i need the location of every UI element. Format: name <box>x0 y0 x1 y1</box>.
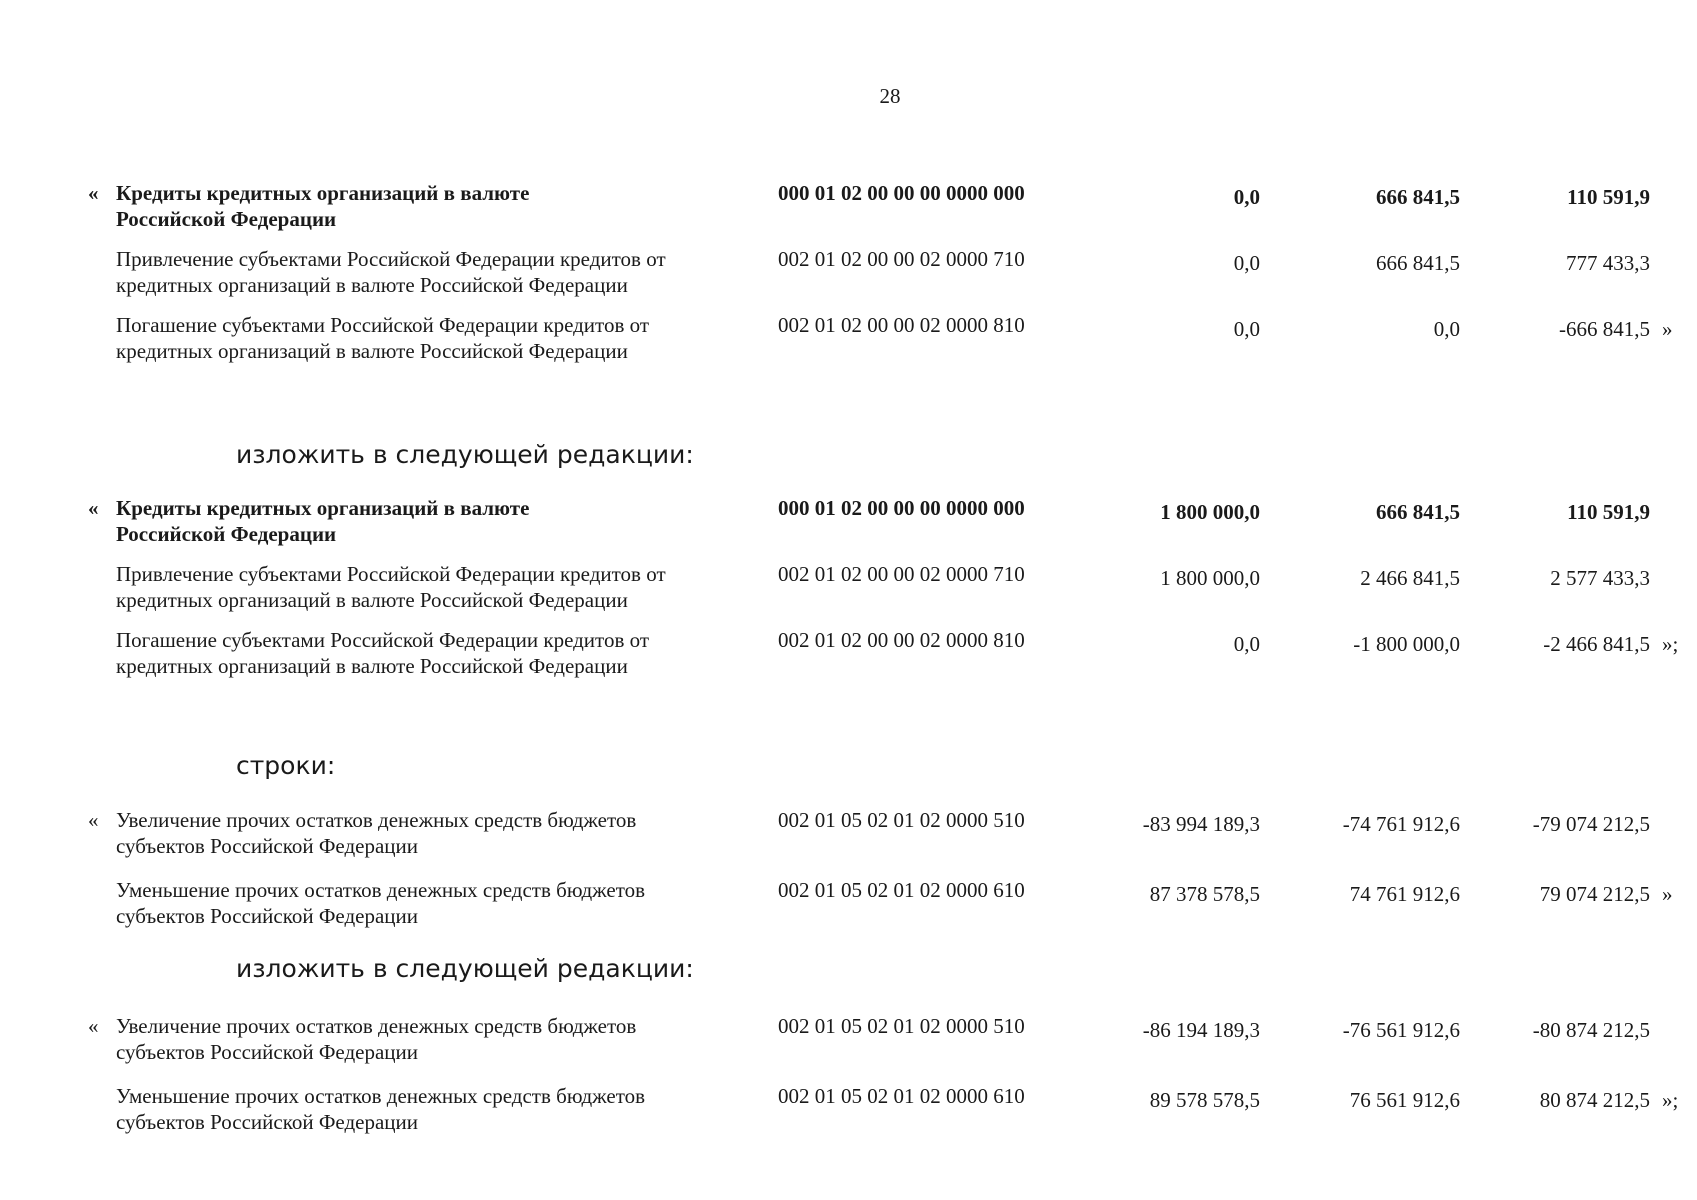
row-code: 002 01 05 02 01 02 0000 510 <box>778 1014 1025 1038</box>
row-value-1: 0,0 <box>1233 632 1260 656</box>
row-label: Уменьшение прочих остатков денежных средств бюджетов субъектов Российской Федерации <box>116 878 646 928</box>
close-quote: » <box>1662 882 1673 906</box>
row-value-1: 89 578 578,5 <box>1149 1088 1260 1112</box>
row-value-2: -74 761 912,6 <box>1342 812 1460 836</box>
row-code: 002 01 05 02 01 02 0000 510 <box>778 808 1025 832</box>
row-value-1: 0,0 <box>1233 251 1260 275</box>
row-label: Кредиты кредитных организаций в валюте Российской Федерации <box>116 181 530 231</box>
row-code: 000 01 02 00 00 00 0000 000 <box>778 181 1025 205</box>
close-quote: »; <box>1662 632 1679 656</box>
row-value-3: 2 577 433,3 <box>1550 566 1650 590</box>
row-code: 002 01 02 00 00 02 0000 710 <box>778 562 1025 586</box>
row-value-1: -83 994 189,3 <box>1142 812 1260 836</box>
row-code: 000 01 02 00 00 00 0000 000 <box>778 496 1025 520</box>
instruction-text: изложить в следующей редакции: <box>236 440 694 469</box>
row-value-3: -666 841,5 <box>1559 317 1650 341</box>
row-label: Привлечение субъектами Российской Федерации кредитов от кредитных организаций в валюте Российской Федерации <box>116 247 666 297</box>
row-value-2: 0,0 <box>1433 317 1460 341</box>
row-value-3: 777 433,3 <box>1566 251 1650 275</box>
instruction-text: изложить в следующей редакции: <box>236 954 694 983</box>
row-value-3: 79 074 212,5 <box>1539 882 1650 906</box>
page-number: 28 <box>879 84 901 108</box>
row-value-3: -2 466 841,5 <box>1543 632 1650 656</box>
row-label: Кредиты кредитных организаций в валюте Российской Федерации <box>116 496 530 546</box>
open-quote: « <box>88 808 99 832</box>
row-value-2: 2 466 841,5 <box>1360 566 1460 590</box>
open-quote: « <box>88 496 99 520</box>
open-quote: « <box>88 1014 99 1038</box>
row-value-3: 80 874 212,5 <box>1539 1088 1650 1112</box>
close-quote: »; <box>1662 1088 1679 1112</box>
row-value-3: -80 874 212,5 <box>1532 1018 1650 1042</box>
row-label: Увеличение прочих остатков денежных средств бюджетов субъектов Российской Федерации <box>116 808 637 858</box>
row-label: Уменьшение прочих остатков денежных средств бюджетов субъектов Российской Федерации <box>116 1084 646 1134</box>
row-label: Погашение субъектами Российской Федерации кредитов от кредитных организаций в валюте Российской Федерации <box>116 313 650 363</box>
row-code: 002 01 05 02 01 02 0000 610 <box>778 878 1025 902</box>
row-value-3: -79 074 212,5 <box>1532 812 1650 836</box>
close-quote: » <box>1662 317 1673 341</box>
row-value-2: -76 561 912,6 <box>1342 1018 1460 1042</box>
row-code: 002 01 05 02 01 02 0000 610 <box>778 1084 1025 1108</box>
row-code: 002 01 02 00 00 02 0000 710 <box>778 247 1025 271</box>
row-value-1: 1 800 000,0 <box>1160 500 1260 524</box>
row-value-2: 74 761 912,6 <box>1349 882 1460 906</box>
open-quote: « <box>88 181 99 205</box>
row-value-1: 0,0 <box>1233 185 1260 209</box>
row-value-1: 1 800 000,0 <box>1160 566 1260 590</box>
row-value-2: 666 841,5 <box>1376 185 1460 209</box>
row-value-2: 666 841,5 <box>1376 500 1460 524</box>
row-value-1: -86 194 189,3 <box>1142 1018 1260 1042</box>
row-value-2: 666 841,5 <box>1376 251 1460 275</box>
instruction-text: строки: <box>236 751 336 780</box>
row-value-3: 110 591,9 <box>1567 185 1650 209</box>
row-label: Увеличение прочих остатков денежных средств бюджетов субъектов Российской Федерации <box>116 1014 637 1064</box>
row-code: 002 01 02 00 00 02 0000 810 <box>778 313 1025 337</box>
row-value-1: 0,0 <box>1233 317 1260 341</box>
row-value-2: -1 800 000,0 <box>1353 632 1460 656</box>
row-value-1: 87 378 578,5 <box>1149 882 1260 906</box>
row-label: Привлечение субъектами Российской Федерации кредитов от кредитных организаций в валюте Российской Федерации <box>116 562 666 612</box>
row-value-3: 110 591,9 <box>1567 500 1650 524</box>
row-label: Погашение субъектами Российской Федерации кредитов от кредитных организаций в валюте Российской Федерации <box>116 628 650 678</box>
row-code: 002 01 02 00 00 02 0000 810 <box>778 628 1025 652</box>
row-value-2: 76 561 912,6 <box>1349 1088 1460 1112</box>
